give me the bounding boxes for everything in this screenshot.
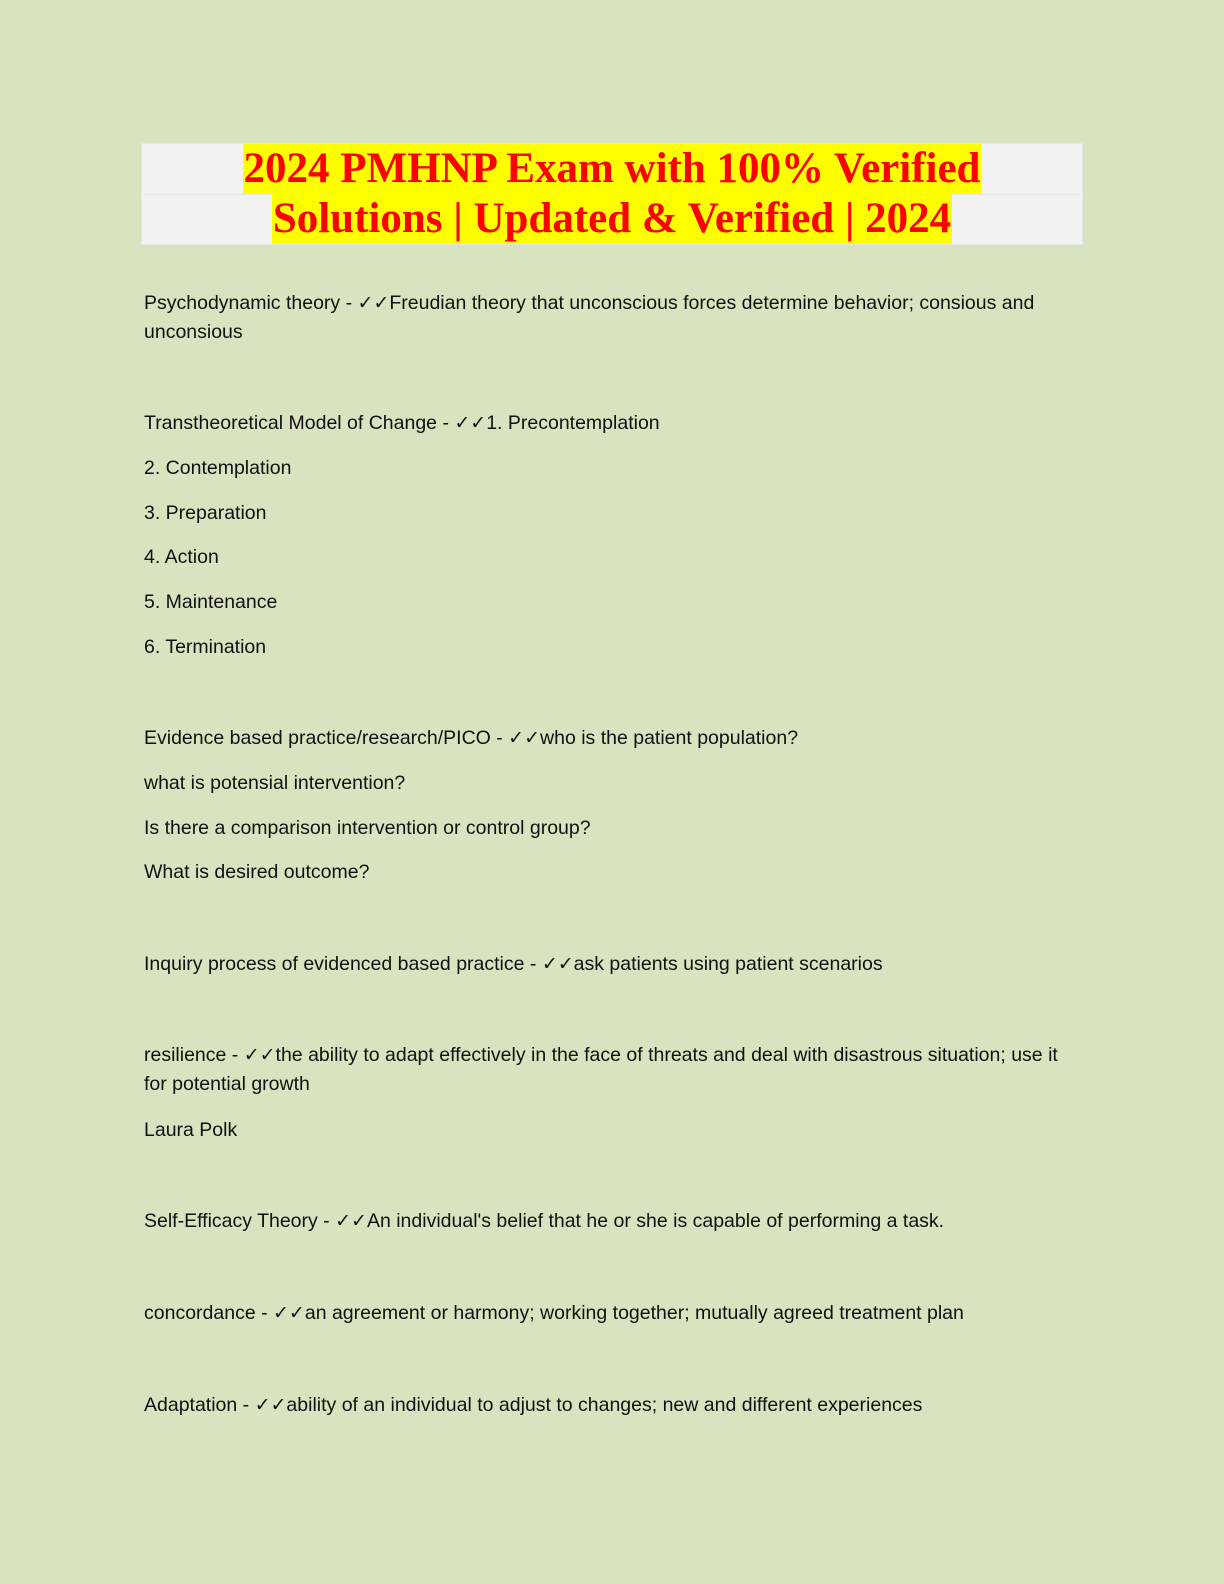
- document-title: [141, 143, 1083, 245]
- term: Psychodynamic theory -: [144, 292, 358, 314]
- answer: An individual's belief that he or she is capable of performing a task.: [366, 1210, 945, 1232]
- answer: who is the patient population?: [540, 727, 799, 749]
- double-check-icon: ✓✓: [357, 292, 390, 314]
- list-item: Laura Polk: [144, 1119, 238, 1141]
- entry-transtheoretical-model: [144, 409, 1074, 438]
- term: resilience -: [144, 1044, 244, 1066]
- answer: ability of an individual to adjust to changes; new and different experiences: [286, 1394, 923, 1416]
- term: Self-Efficacy Theory -: [144, 1210, 336, 1232]
- list-item: 4. Action: [144, 546, 219, 568]
- entry-inquiry-process: [144, 950, 1074, 979]
- double-check-icon: ✓✓: [243, 1044, 276, 1066]
- term: Evidence based practice/research/PICO -: [144, 727, 509, 749]
- answer: an agreement or harmony; working together; mutually agreed treatment plan: [304, 1302, 964, 1324]
- answer: 1. Precontemplation: [486, 412, 660, 434]
- term: concordance -: [144, 1302, 273, 1324]
- double-check-icon: ✓✓: [335, 1210, 367, 1232]
- entry-adaptation: [144, 1391, 1074, 1420]
- double-check-icon: ✓✓: [541, 953, 574, 975]
- list-item: 3. Preparation: [144, 502, 267, 524]
- list-item: Is there a comparison intervention or control group?: [144, 817, 591, 839]
- entry-concordance: [144, 1299, 1074, 1328]
- list-item: 2. Contemplation: [144, 457, 292, 479]
- answer: ask patients using patient scenarios: [573, 953, 883, 975]
- list-item: What is desired outcome?: [144, 861, 370, 883]
- title-text-2: Solutions | Updated & Verified | 2024: [272, 195, 952, 242]
- term: Inquiry process of evidenced based practice -: [144, 953, 542, 975]
- entry-resilience: [144, 1041, 1074, 1099]
- title-line-1: [142, 144, 1082, 195]
- answer: Freudian theory that unconscious forces determine behavior; consious and unconsious: [144, 292, 1035, 343]
- term: Transtheoretical Model of Change -: [144, 412, 455, 434]
- entry-self-efficacy-theory: [144, 1207, 1074, 1236]
- title-line-2: [142, 194, 1082, 244]
- double-check-icon: ✓✓: [454, 412, 487, 434]
- double-check-icon: ✓✓: [254, 1394, 287, 1416]
- entry-evidence-based-practice: [144, 724, 1074, 753]
- title-text-1: 2024 PMHNP Exam with 100% Verified: [243, 145, 981, 192]
- list-item: 5. Maintenance: [144, 591, 278, 613]
- list-item: 6. Termination: [144, 636, 267, 658]
- term: Adaptation -: [144, 1394, 255, 1416]
- double-check-icon: ✓✓: [273, 1302, 305, 1324]
- entry-psychodynamic-theory: [144, 289, 1074, 347]
- double-check-icon: ✓✓: [508, 727, 541, 749]
- list-item: what is potensial intervention?: [144, 772, 406, 794]
- answer: the ability to adapt effectively in the face of threats and deal with disastrous situation; use it for potential growth: [144, 1044, 1058, 1095]
